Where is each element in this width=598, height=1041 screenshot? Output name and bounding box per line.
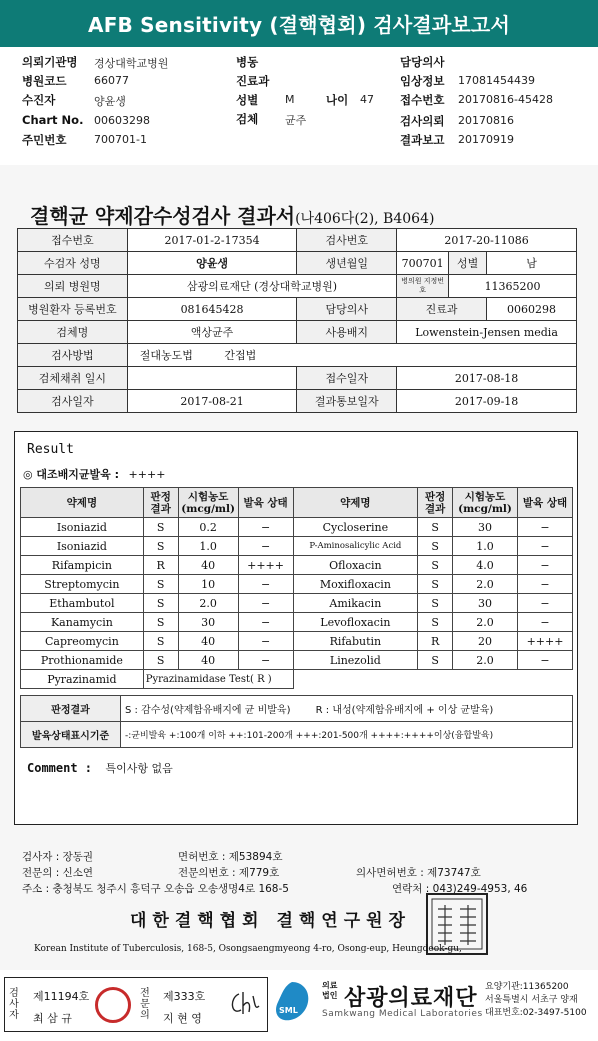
table-row (21, 632, 573, 651)
judge-result: S (143, 613, 178, 632)
association-name: 대한결핵협회 결핵연구원장 (130, 911, 411, 931)
control-growth (23, 466, 165, 482)
judge-header: 판정 결과 (418, 488, 453, 518)
judge-legend-s: S : 감수성(약제함유배지에 균 비발육) (125, 705, 291, 716)
footer-address: 주소 : 충청북도 청주시 흥덕구 오송읍 오송생명4로 168-5 (22, 883, 289, 895)
judge-result: R (418, 632, 453, 651)
code-label: 병원코드 (22, 74, 67, 88)
method-label: 검사방법 (18, 344, 128, 367)
drug-name: Capreomycin (21, 632, 144, 651)
judge-result: S (143, 632, 178, 651)
table-row (21, 575, 573, 594)
growth-status: ++++ (238, 556, 293, 575)
test-date-label: 검사일자 (18, 390, 128, 413)
receipt-no-label: 접수번호 (18, 229, 128, 252)
footer-contact: 연락처 : 043)249-4953, 46 (392, 883, 528, 895)
document-title (30, 200, 434, 229)
doctor-cell-label: 담당의사 (297, 298, 397, 321)
test-concentration: 1.0 (178, 537, 238, 556)
test-concentration: 40 (178, 632, 238, 651)
patient-label: 수검자 성명 (18, 252, 128, 275)
test-date: 2017-08-21 (127, 390, 297, 413)
judge-result: S (143, 518, 178, 537)
medium: Lowenstein-Jensen media (397, 321, 577, 344)
judge-result: S (418, 556, 453, 575)
table-row (21, 518, 573, 537)
hospital-label: 의뢰기관명 (22, 55, 78, 69)
requested-label: 검사의뢰 (400, 114, 445, 128)
drug-result-table (20, 487, 573, 689)
drug-name: Amikacin (293, 594, 418, 613)
drug-name: Pyrazinamid (21, 670, 144, 689)
tester-seal-icon (95, 987, 131, 1023)
reported-label: 결과보고 (400, 133, 445, 147)
growth-status: − (518, 556, 573, 575)
hospital-name-label: 의뢰 병원명 (18, 275, 128, 298)
notify-label: 결과통보일자 (297, 390, 397, 413)
method-2: 간접법 (224, 349, 257, 362)
notify-date: 2017-09-18 (397, 390, 577, 413)
comment-label: Comment : (27, 761, 93, 775)
chart-value: 00603298 (94, 114, 150, 127)
growth-status: − (238, 518, 293, 537)
resident-label: 주민번호 (22, 133, 67, 147)
table-row (21, 651, 573, 670)
judge-legend (121, 696, 573, 722)
growth-status: − (238, 575, 293, 594)
legend-table (20, 695, 573, 748)
report-header (0, 52, 598, 152)
drug-name: Cycloserine (293, 518, 418, 537)
growth-std-label: 발육상태표시기준 (21, 722, 121, 748)
receipt-date-label: 접수일자 (297, 367, 397, 390)
hospital-code: 11365200 (449, 275, 577, 298)
spec-vertical-label: 전문의 (140, 988, 150, 1021)
dept-label: 진료과 (236, 74, 270, 88)
growth-status: − (518, 613, 573, 632)
code-value: 66077 (94, 74, 129, 87)
footer-specialist: 전문의 : 신소연 (22, 867, 94, 879)
drug-name: Rifabutin (293, 632, 418, 651)
test-concentration: 2.0 (453, 651, 518, 670)
table-row (21, 537, 573, 556)
specimen-name-label: 검체명 (18, 321, 128, 344)
drug-name: Isoniazid (21, 518, 144, 537)
result-heading: Result (27, 442, 74, 457)
recipient-value: 양윤생 (94, 95, 126, 108)
clinical-label: 임상정보 (400, 74, 445, 88)
document-title-text: 결핵균 약제감수성검사 결과서 (30, 204, 296, 228)
dob: 700701 (397, 252, 449, 275)
footer-license1: 면허번호 : 제53894호 (178, 851, 283, 863)
patient-name: 양윤생 (127, 252, 297, 275)
control-growth-value: ++++ (128, 468, 166, 481)
spec-name: 지 현 영 (163, 1012, 202, 1025)
growth-status: − (518, 518, 573, 537)
medium-label: 사용배지 (297, 321, 397, 344)
doctor-label: 담당의사 (400, 55, 445, 69)
comment (27, 760, 173, 776)
dob-label: 생년월일 (297, 252, 397, 275)
collect-label: 검체채취 일시 (18, 367, 128, 390)
control-growth-label: ◎ 대조배지균발육 : (23, 468, 120, 481)
resident-value: 700701-1 (94, 133, 147, 146)
specimen-value: 균주 (285, 114, 307, 127)
conc-header: 시험농도 (mcg/ml) (453, 488, 518, 518)
table-row (21, 556, 573, 575)
chart-label: Chart No. (22, 113, 84, 127)
specimen-name: 액상균주 (127, 321, 297, 344)
drug-name: Kanamycin (21, 613, 144, 632)
report-title: AFB Sensitivity (결핵협회) 검사결과보고서 (88, 13, 510, 37)
table-row (21, 594, 573, 613)
table-row (21, 670, 573, 689)
org-info (485, 981, 587, 1020)
drug-name: Prothionamide (21, 651, 144, 670)
test-concentration: 40 (178, 651, 238, 670)
judge-result: S (143, 651, 178, 670)
drug-header: 약제명 (21, 488, 144, 518)
method-cell (127, 344, 576, 367)
test-concentration: 30 (453, 518, 518, 537)
judge-result: S (418, 651, 453, 670)
sml-logo-icon (272, 980, 312, 1024)
judge-result: S (143, 594, 178, 613)
collect-date (127, 367, 297, 390)
growth-status: − (238, 632, 293, 651)
sex-label-cell: 성별 (449, 252, 487, 275)
tester-name: 최 삼 규 (33, 1012, 72, 1025)
judge-legend-r: R : 내성(약제함유배지에 + 이상 균발육) (315, 705, 494, 716)
test-concentration: 1.0 (453, 537, 518, 556)
document-title-suffix: (나406다(2), B4064) (295, 211, 435, 227)
bottom-signature-bar (0, 975, 598, 1041)
judge-result: S (418, 594, 453, 613)
org-prefix: 의료법인 (322, 981, 338, 1000)
growth-status: − (518, 651, 573, 670)
growth-status: − (238, 651, 293, 670)
association-english: Korean Institute of Tuberculosis, 168-5, Osongsaengmyeong 4-ro, Osong-eup, Heungdeok-gu, (34, 944, 462, 954)
growth-std-text: -:균비발육 +:100개 이하 ++:101-200개 +++:201-500개 ++++:++++이상(융합발육) (121, 722, 573, 748)
growth-header: 발육 상태 (238, 488, 293, 518)
drug-name: Ofloxacin (293, 556, 418, 575)
test-no: 2017-20-11086 (397, 229, 577, 252)
tester-license-no: 제11194호 (33, 990, 90, 1003)
result-section (14, 431, 578, 825)
receipt-value: 20170816-45428 (458, 93, 553, 106)
test-concentration: 10 (178, 575, 238, 594)
drug-name: Streptomycin (21, 575, 144, 594)
growth-status: − (518, 575, 573, 594)
test-concentration: 2.0 (453, 613, 518, 632)
test-concentration: 4.0 (453, 556, 518, 575)
org-info-1: 요양기관:11365200 (485, 982, 569, 992)
sex-cell: 남 (487, 252, 577, 275)
sex-label: 성별 (236, 93, 259, 107)
tester-vertical-label: 검사자 (9, 988, 19, 1021)
test-concentration: 40 (178, 556, 238, 575)
judge-legend-label: 판정결과 (21, 696, 121, 722)
requested-value: 20170816 (458, 114, 514, 127)
test-concentration: 30 (178, 613, 238, 632)
judge-result: S (418, 575, 453, 594)
growth-status: − (238, 537, 293, 556)
drug-name: Ethambutol (21, 594, 144, 613)
judge-result: S (418, 613, 453, 632)
judge-result: S (418, 537, 453, 556)
reported-value: 20170919 (458, 133, 514, 146)
reg-label: 병원환자 등록번호 (18, 298, 128, 321)
hospital-name: 삼광의료재단 (경상대학교병원) (127, 275, 396, 298)
dept-cell-value: 0060298 (487, 298, 577, 321)
footer-license3: 의사면허번호 : 제73747호 (356, 867, 481, 879)
method-1: 절대농도법 (139, 349, 193, 362)
footer-tester: 검사자 : 장동권 (22, 851, 94, 863)
growth-status: − (238, 613, 293, 632)
sml-logo-text: SML (279, 1006, 298, 1015)
growth-status: − (518, 594, 573, 613)
comment-text: 특이사항 없음 (105, 762, 173, 775)
drug-name: Rifampicin (21, 556, 144, 575)
hospital-value: 경상대학교병원 (94, 57, 169, 70)
growth-status: ++++ (518, 632, 573, 651)
sex-value: M (285, 93, 295, 106)
conc-header: 시험농도 (mcg/ml) (178, 488, 238, 518)
recipient-label: 수진자 (22, 93, 56, 107)
ward-label: 병동 (236, 55, 259, 69)
test-concentration: 30 (453, 594, 518, 613)
signature-icon (225, 988, 261, 1022)
judge-header: 판정 결과 (143, 488, 178, 518)
receipt-date: 2017-08-18 (397, 367, 577, 390)
growth-header: 발육 상태 (518, 488, 573, 518)
spec-license-no: 제333호 (163, 990, 206, 1003)
org-info-2: 서울특별시 서초구 양재 (485, 995, 578, 1005)
drug-name: Levofloxacin (293, 613, 418, 632)
clinical-value: 17081454439 (458, 74, 535, 87)
table-row (21, 613, 573, 632)
drug-header: 약제명 (293, 488, 418, 518)
patient-info-table (17, 228, 577, 413)
drug-name: Isoniazid (21, 537, 144, 556)
org-name: 삼광의료재단 (344, 986, 478, 1011)
pyrazinamidase-test: Pyrazinamidase Test( R ) (143, 670, 293, 689)
drug-name: P-Aminosalicylic Acid (293, 537, 418, 556)
judge-result: S (418, 518, 453, 537)
growth-status: − (518, 537, 573, 556)
test-no-label: 검사번호 (297, 229, 397, 252)
receipt-label: 접수번호 (400, 93, 445, 107)
org-english: Samkwang Medical Laboratories (322, 1009, 483, 1019)
reg-number: 081645428 (127, 298, 297, 321)
age-value: 47 (360, 93, 374, 106)
test-concentration: 2.0 (453, 575, 518, 594)
judge-result: S (143, 537, 178, 556)
test-concentration: 2.0 (178, 594, 238, 613)
report-title-bar (0, 0, 598, 47)
growth-status: − (238, 594, 293, 613)
test-concentration: 0.2 (178, 518, 238, 537)
judge-result: S (143, 575, 178, 594)
drug-name: Linezolid (293, 651, 418, 670)
judge-result: R (143, 556, 178, 575)
test-concentration: 20 (453, 632, 518, 651)
drug-name: Moxifloxacin (293, 575, 418, 594)
signature-box (4, 977, 268, 1032)
org-info-3: 대표번호:02-3497-5100 (485, 1008, 587, 1018)
specimen-label: 검체 (236, 112, 259, 126)
receipt-no: 2017-01-2-17354 (127, 229, 297, 252)
hospital-code-label: 병의원 지정번호 (397, 275, 449, 298)
dept-cell-label: 진료과 (397, 298, 487, 321)
age-label: 나이 (326, 93, 349, 107)
footer-license2: 전문의번호 : 제779호 (178, 867, 280, 879)
